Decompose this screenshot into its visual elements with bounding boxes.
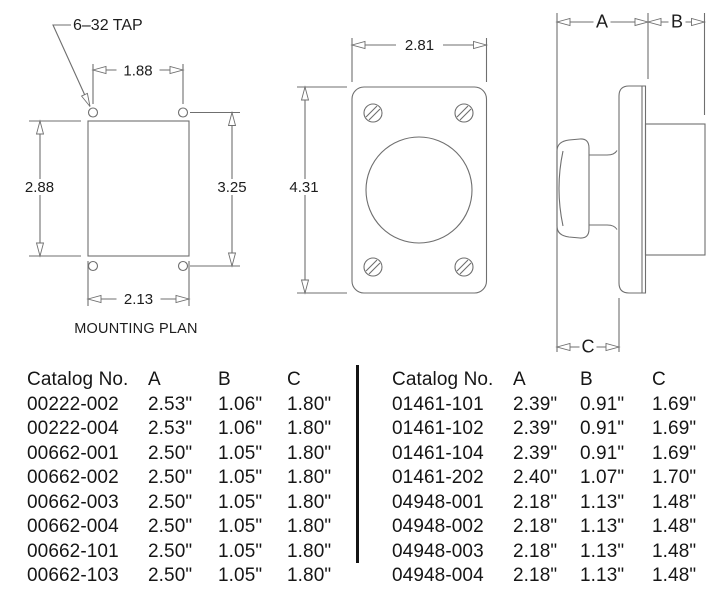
column-header-b: B [218,369,231,390]
table-cell: 1.05" [218,540,263,562]
table-row [392,564,719,589]
dim-label: 2.81 [404,37,435,54]
table-cell: 2.18" [513,491,558,513]
table-cell: 1.05" [218,565,263,586]
table-row [27,491,357,516]
table-cell: 2.18" [513,516,558,537]
table-cell: 2.50" [148,442,193,464]
column-header-a: A [148,369,161,390]
column-header-a: A [513,369,526,390]
dim-hole-spacing [93,62,183,104]
table-cell: 2.50" [148,565,193,586]
tap-leader-line [53,25,90,107]
table-row [27,417,357,442]
table-cell: 2.40" [513,467,558,488]
table-row [27,564,357,589]
table-header-row [27,368,357,393]
receptacle-opening [366,137,472,243]
housing-body-outline [646,124,706,255]
table-cell: 1.48" [652,540,697,562]
table-cell: 1.07" [580,467,625,488]
tap-hole-top-left [89,108,98,117]
table-cell: 01461-102 [392,418,484,439]
table-cell: 2.50" [148,467,193,488]
column-header-b: B [580,369,593,390]
table-cell: 00662-103 [27,565,119,586]
table-cell: 1.80" [287,393,332,415]
table-cell: 1.48" [652,491,697,513]
dim-hole-height [190,113,254,267]
catalog-table-right [392,368,719,589]
leader-arrowhead-icon [82,93,90,106]
table-cell: 2.50" [148,540,193,562]
dim-b [648,12,705,32]
dim-label: B [670,11,684,32]
extension-lines [557,13,705,352]
table-divider [356,365,359,563]
table-cell: 04948-001 [392,491,484,513]
table-cell: 1.06" [218,393,263,415]
table-row [392,417,719,442]
table-cell: 1.06" [218,418,263,439]
table-cell: 0.91" [580,418,625,439]
table-row [27,466,357,491]
table-cell: 1.80" [287,442,332,464]
dim-faceplate-width [352,37,487,82]
table-cell: 1.69" [652,393,697,415]
table-cell: 1.05" [218,516,263,537]
table-cell: 2.39" [513,418,558,439]
column-header-c: C [287,369,301,390]
table-cell: 2.50" [148,491,193,513]
screw-icon [455,104,473,122]
dim-c [557,337,619,357]
tap-callout-label: 6–32 TAP [73,17,143,34]
table-cell: 01461-101 [392,393,484,415]
table-cell: 01461-202 [392,467,484,488]
table-cell: 1.48" [652,565,697,586]
table-cell: 1.69" [652,418,697,439]
dim-label: C [581,336,595,357]
table-cell: 00222-004 [27,418,119,439]
mounting-plan-drawing [18,17,255,337]
table-cell: 00662-001 [27,442,119,464]
neck-bottom-line [589,225,617,230]
tap-hole-bottom-left [89,262,98,271]
table-cell: 04948-002 [392,516,484,537]
table-cell: 1.80" [287,491,332,513]
table-cell: 00662-003 [27,491,119,513]
tap-hole-top-right [179,108,188,117]
table-cell: 1.80" [287,418,332,439]
neck-top-line [589,151,617,156]
table-cell: 1.13" [580,565,625,586]
table-cell: 04948-003 [392,540,484,562]
dim-label: 2.13 [123,291,154,308]
table-cell: 2.53" [148,393,193,415]
table-cell: 1.80" [287,516,332,537]
dim-plate-width [88,261,189,308]
mounting-plate-outline [88,121,189,256]
table-cell: 2.50" [148,516,193,537]
table-cell: 0.91" [580,442,625,464]
side-view-drawing [557,12,705,357]
table-row [392,515,719,540]
column-header-c: C [652,369,666,390]
dim-label: 1.88 [123,62,153,80]
dim-label: A [595,11,609,32]
plug-face-arc [559,151,563,226]
dim-plate-height [18,121,82,256]
table-cell: 00662-101 [27,540,119,562]
table-cell: 00222-002 [27,393,119,415]
front-view-drawing [282,37,487,293]
table-body [27,393,357,589]
table-body [392,393,719,589]
table-cell: 2.18" [513,540,558,562]
table-cell: 2.18" [513,565,558,586]
table-row [392,491,719,516]
table-cell: 2.39" [513,442,558,464]
table-cell: 1.13" [580,540,625,562]
table-cell: 1.80" [287,467,332,488]
table-row [392,540,719,565]
tap-hole-bottom-right [179,262,188,271]
table-cell: 1.48" [652,516,697,537]
dim-a [557,12,648,32]
dim-label: 2.88 [24,179,55,196]
screw-icon [364,104,382,122]
table-cell: 1.05" [218,491,263,513]
table-cell: 1.80" [287,565,332,586]
screw-icon [455,258,473,276]
dim-faceplate-height [282,87,348,293]
table-cell: 1.13" [580,491,625,513]
table-cell: 1.80" [287,540,332,562]
dim-label: 4.31 [289,179,319,196]
table-header-row [392,368,719,393]
table-cell: 1.13" [580,516,625,537]
table-row [27,540,357,565]
table-row [392,393,719,418]
column-header-catalog: Catalog No. [392,369,494,390]
table-cell: 01461-104 [392,442,484,464]
table-cell: 1.05" [218,467,263,488]
table-cell: 04948-004 [392,565,484,586]
table-cell: 1.70" [652,467,697,488]
table-cell: 0.91" [580,393,625,415]
table-cell: 00662-002 [27,467,119,488]
column-header-catalog: Catalog No. [27,369,129,390]
plug-knob-outline [557,139,589,238]
table-cell: 1.05" [218,442,263,464]
mounting-plan-caption: MOUNTING PLAN [74,321,198,337]
table-row [392,442,719,467]
table-cell: 2.39" [513,393,558,415]
table-row [27,442,357,467]
catalog-table-left [27,368,357,589]
screw-icon [364,258,382,276]
table-row [27,393,357,418]
table-row [27,515,357,540]
table-cell: 2.53" [148,418,193,439]
dim-label: 3.25 [217,179,247,196]
table-row [392,466,719,491]
table-cell: 1.69" [652,442,697,464]
table-cell: 00662-004 [27,516,119,537]
